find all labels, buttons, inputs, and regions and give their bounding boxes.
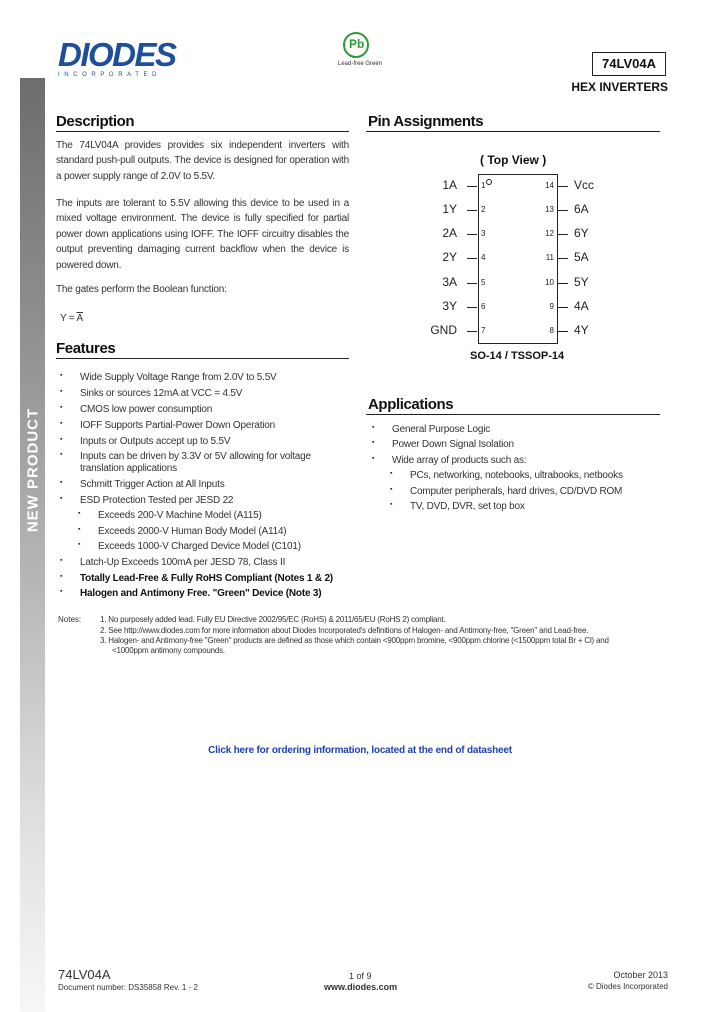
feature-bullet-icon: ▪	[60, 495, 63, 502]
feature-bullet-icon: ▪	[60, 557, 63, 564]
application-item: Computer peripherals, hard drives, CD/DVD ROM	[410, 486, 623, 497]
pin-number-left: 3	[481, 229, 486, 238]
application-bullet-icon: ▪	[372, 455, 375, 462]
feature-bullet-icon: ▪	[60, 436, 63, 443]
note-line: 3. Halogen- and Antimony-free "Green" products are defined as those which contain <900ppm bromine, <900ppm chlorine (<1500ppm total Br + Cl) and	[100, 636, 609, 645]
feature-item: Exceeds 1000-V Charged Device Model (C101)	[98, 541, 301, 552]
application-item: Wide array of products such as:	[392, 455, 527, 466]
feature-bullet-icon: ▪	[60, 588, 63, 595]
logo-subtitle: INCORPORATED	[58, 72, 162, 78]
pin-number-right: 12	[545, 229, 554, 238]
pin-number-right: 14	[545, 181, 554, 190]
pin-lead-right	[558, 331, 568, 332]
pin-label-right: 6A	[574, 202, 589, 216]
pin-label-left: 1Y	[442, 202, 457, 216]
part-number: 74LV04A	[602, 56, 656, 71]
pin-number-right: 13	[545, 205, 554, 214]
note-line: 2. See http://www.diodes.com for more information about Diodes Incorporated's definitions of Halogen- and Antimony-free, "Green" and Lead-free.	[100, 626, 589, 635]
side-banner	[21, 395, 44, 545]
pin-label-left: 2A	[442, 226, 457, 240]
pin-lead-left	[467, 283, 477, 284]
feature-bullet-icon: ▪	[60, 372, 63, 379]
feature-item: Exceeds 200-V Machine Model (A115)	[98, 510, 262, 521]
ordering-info-link[interactable]: Click here for ordering information, located at the end of datasheet	[208, 745, 512, 756]
application-bullet-icon: ▪	[372, 439, 375, 446]
side-banner-text: NEW PRODUCT	[24, 407, 41, 533]
footer-date: October 2013	[613, 970, 668, 980]
pin-number-left: 7	[481, 326, 486, 335]
application-bullet-icon: ▪	[372, 424, 375, 431]
feature-item: Schmitt Trigger Action at All Inputs	[80, 479, 225, 490]
pin-lead-right	[558, 283, 568, 284]
pin-lead-right	[558, 234, 568, 235]
footer-page: 1 of 9	[349, 971, 372, 981]
application-bullet-icon: ▪	[390, 470, 393, 477]
application-bullet-icon: ▪	[390, 501, 393, 508]
application-item: Power Down Signal Isolation	[392, 439, 514, 450]
feature-item: Inputs can be driven by 3.3V or 5V allowing for voltage	[80, 451, 311, 462]
pin-number-left: 2	[481, 205, 486, 214]
applications-heading: Applications	[368, 396, 454, 413]
description-p2: The inputs are tolerant to 5.5V allowing this device to be used in a mixed voltage environment. The device is fully specified for partial power down applications using IOFF. The IOFF circuitry disables the output preventing damaging current backflow when the device is powered down.	[56, 198, 349, 271]
boolean-formula	[60, 311, 160, 326]
feature-item: Totally Lead-Free & Fully RoHS Compliant (Notes 1 & 2)	[80, 573, 333, 584]
feature-item: translation applications	[80, 463, 177, 474]
feature-item: Exceeds 2000-V Human Body Model (A114)	[98, 526, 287, 537]
pin-number-left: 6	[481, 302, 486, 311]
lead-free-icon	[343, 32, 369, 58]
pin-lead-left	[467, 234, 477, 235]
part-number-box	[592, 52, 666, 76]
note-line: <1000ppm antimony compounds.	[112, 646, 225, 655]
application-item: PCs, networking, notebooks, ultrabooks, netbooks	[410, 470, 623, 481]
part-subtitle: HEX INVERTERS	[571, 80, 668, 94]
pin-lead-left	[467, 210, 477, 211]
pin-number-right: 10	[545, 278, 554, 287]
lead-free-label: Lead-free Green	[338, 61, 383, 67]
pin-number-left: 5	[481, 278, 486, 287]
pin-label-left: 3Y	[442, 299, 457, 313]
application-item: TV, DVD, DVR, set top box	[410, 501, 525, 512]
feature-item: Inputs or Outputs accept up to 5.5V	[80, 436, 231, 447]
feature-bullet-icon: ▪	[60, 420, 63, 427]
feature-bullet-icon: ▪	[78, 526, 81, 533]
pin-lead-right	[558, 258, 568, 259]
application-item: General Purpose Logic	[392, 424, 491, 435]
description-rule	[56, 131, 349, 132]
footer-copyright: © Diodes Incorporated	[587, 982, 668, 991]
features-heading: Features	[56, 340, 116, 357]
feature-item: Latch-Up Exceeds 100mA per JESD 78, Class II	[80, 557, 286, 568]
feature-bullet-icon: ▪	[60, 388, 63, 395]
pin-lead-left	[467, 331, 477, 332]
feature-bullet-icon: ▪	[78, 541, 81, 548]
pin-assignments-heading: Pin Assignments	[368, 113, 484, 130]
footer-doc: Document number: DS35858 Rev. 1 - 2	[58, 983, 198, 992]
description-p1: The 74LV04A provides provides six independent inverters with standard push-pull outputs. The device is designed for operation with a power supply range of 2.0V to 5.5V.	[56, 140, 349, 182]
pin-lead-right	[558, 210, 568, 211]
pin-label-right: 5Y	[574, 275, 589, 289]
pin-number-right: 11	[545, 253, 554, 262]
feature-item: Halogen and Antimony Free. "Green" Device (Note 3)	[80, 588, 322, 599]
feature-bullet-icon: ▪	[60, 479, 63, 486]
pin-label-left: 2Y	[442, 250, 457, 264]
pin-lead-left	[467, 258, 477, 259]
pin-lead-right	[558, 307, 568, 308]
package-label: SO-14 / TSSOP-14	[470, 350, 565, 362]
pin-label-left: GND	[430, 323, 457, 337]
notes-key: Notes:	[58, 615, 82, 624]
note-line: 1. No purposely added lead. Fully EU Directive 2002/95/EC (RoHS) & 2011/65/EU (RoHS 2) compliant.	[100, 615, 446, 624]
footer-part: 74LV04A	[58, 967, 111, 982]
pin-lead-left	[467, 186, 477, 187]
description-p3: The gates perform the Boolean function:	[56, 284, 227, 295]
formula-right: $\overline{A}$	[76, 313, 84, 324]
feature-item: IOFF Supports Partial-Power Down Operation	[80, 420, 276, 431]
feature-item: CMOS low power consumption	[80, 404, 213, 415]
pins-rule	[366, 131, 660, 132]
top-view-label: ( Top View )	[480, 153, 547, 167]
feature-bullet-icon: ▪	[60, 404, 63, 411]
pin-lead-right	[558, 186, 568, 187]
formula-left: Y =	[60, 313, 77, 324]
pin-label-right: 5A	[574, 250, 589, 264]
diodes-logo	[58, 36, 176, 78]
pin-number-left: 1	[481, 181, 486, 190]
pin-number-right: 8	[549, 326, 554, 335]
pin-number-right: 9	[549, 302, 554, 311]
application-bullet-icon: ▪	[390, 486, 393, 493]
feature-item: Sinks or sources 12mA at VCC = 4.5V	[80, 388, 243, 399]
pin-label-right: 4Y	[574, 323, 589, 337]
feature-item: Wide Supply Voltage Range from 2.0V to 5.5V	[80, 372, 277, 383]
pin-label-left: 1A	[442, 178, 457, 192]
pin-number-left: 4	[481, 253, 486, 262]
side-gradient-strip	[20, 78, 45, 1012]
footer-url[interactable]: www.diodes.com	[324, 982, 398, 992]
pb-text: Pb	[349, 37, 365, 51]
feature-bullet-icon: ▪	[60, 573, 63, 580]
applications-rule	[366, 414, 660, 415]
pin-label-right: Vcc	[574, 178, 595, 192]
feature-item: ESD Protection Tested per JESD 22	[80, 495, 234, 506]
pin1-marker-icon	[486, 179, 492, 185]
pin-label-right: 6Y	[574, 226, 589, 240]
features-rule	[56, 358, 349, 359]
pin-label-left: 3A	[442, 275, 457, 289]
description-heading: Description	[56, 113, 135, 130]
pin-lead-left	[467, 307, 477, 308]
logo-word: DIODES	[58, 36, 176, 73]
feature-bullet-icon: ▪	[78, 510, 81, 517]
pin-label-right: 4A	[574, 299, 589, 313]
feature-bullet-icon: ▪	[60, 451, 63, 458]
